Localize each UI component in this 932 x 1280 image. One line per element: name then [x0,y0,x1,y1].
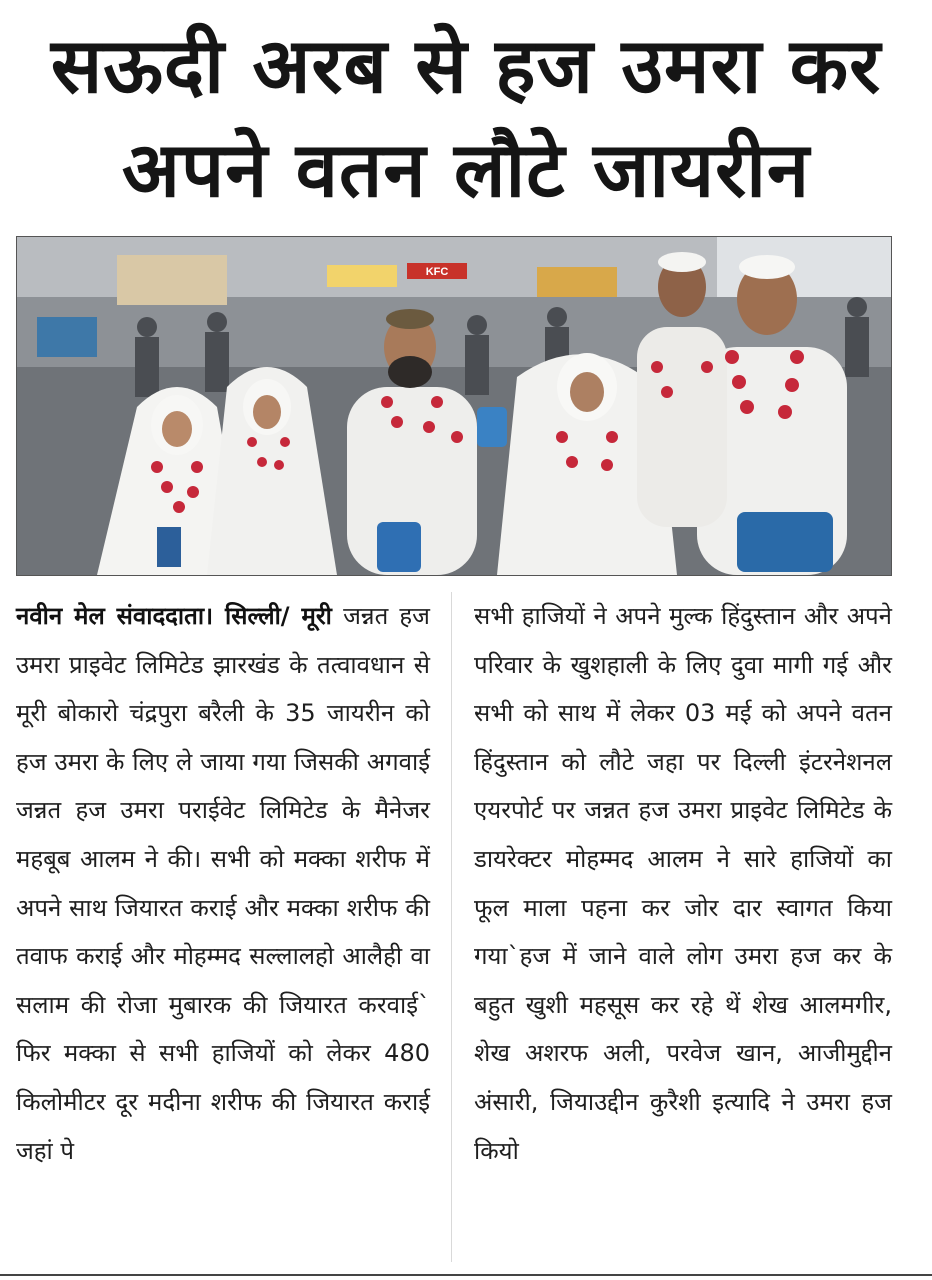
headline-line-2: अपने वतन लौटे जायरीन [121,125,811,214]
article-column-right [474,592,892,1175]
headline [0,14,932,222]
headline-line-1: सऊदी अरब से हज उमरा कर [50,21,882,110]
article-text-left: जन्नत हज उमरा प्राइवेट लिमिटेड झारखंड के तत्वावधान से मूरी बोकारो चंद्रपुरा बरैली के 35 जायरीन को हज उमरा के लिए ले जाया गया जिसकी अगवाई जन्नत हज उमरा पराईवेट लिमिटेड के मैनेजर महबूब आलम ने की। सभी को मक्का शरीफ में अपने साथ जियारत कराई और मक्का शरीफ की तवाफ कराई और मोहम्मद सल्लालहो आलैही वा सलाम की रोजा मुबारक की जियारत करवाई` फिर मक्का से सभी हाजियों को लेकर 480 किलोमीटर दूर मदीना शरीफ की जियारत कराई जहां पे [16,602,430,1165]
byline: नवीन मेल संवाददाता। सिल्ली/ मूरी [16,602,332,630]
column-divider [451,592,452,1262]
article-text-right: सभी हाजियों ने अपने मुल्क हिंदुस्तान और अपने परिवार के खुशहाली के लिए दुवा मागी गई और सभी को साथ में लेकर 03 मई को अपने वतन हिंदुस्तान को लौटे जहा पर दिल्ली इंटरनेशनल एयरपोर्ट पर जन्नत हज उमरा प्राइवेट लिमिटेड के डायरेक्टर मोहम्मद आलम ने सारे हाजियों का फूल माला पहना कर जोर दार स्वागत किया गया`हज में जाने वाले लोग उमरा हज कर के बहुत खुशी महसूस कर रहे थें शेख आलमगीर, शेख अशरफ अली, परवेज खान, आजीमुद्दीन अंसारी, जियाउद्दीन कुरैशी इत्यादि ने उमरा हज कियो [474,602,892,1165]
pilgrims-at-airport-illustration [17,237,891,575]
article-column-left [16,592,430,1175]
news-photo [16,236,892,576]
bottom-rule [0,1274,932,1276]
kfc-sign-text: KFC [425,266,449,278]
